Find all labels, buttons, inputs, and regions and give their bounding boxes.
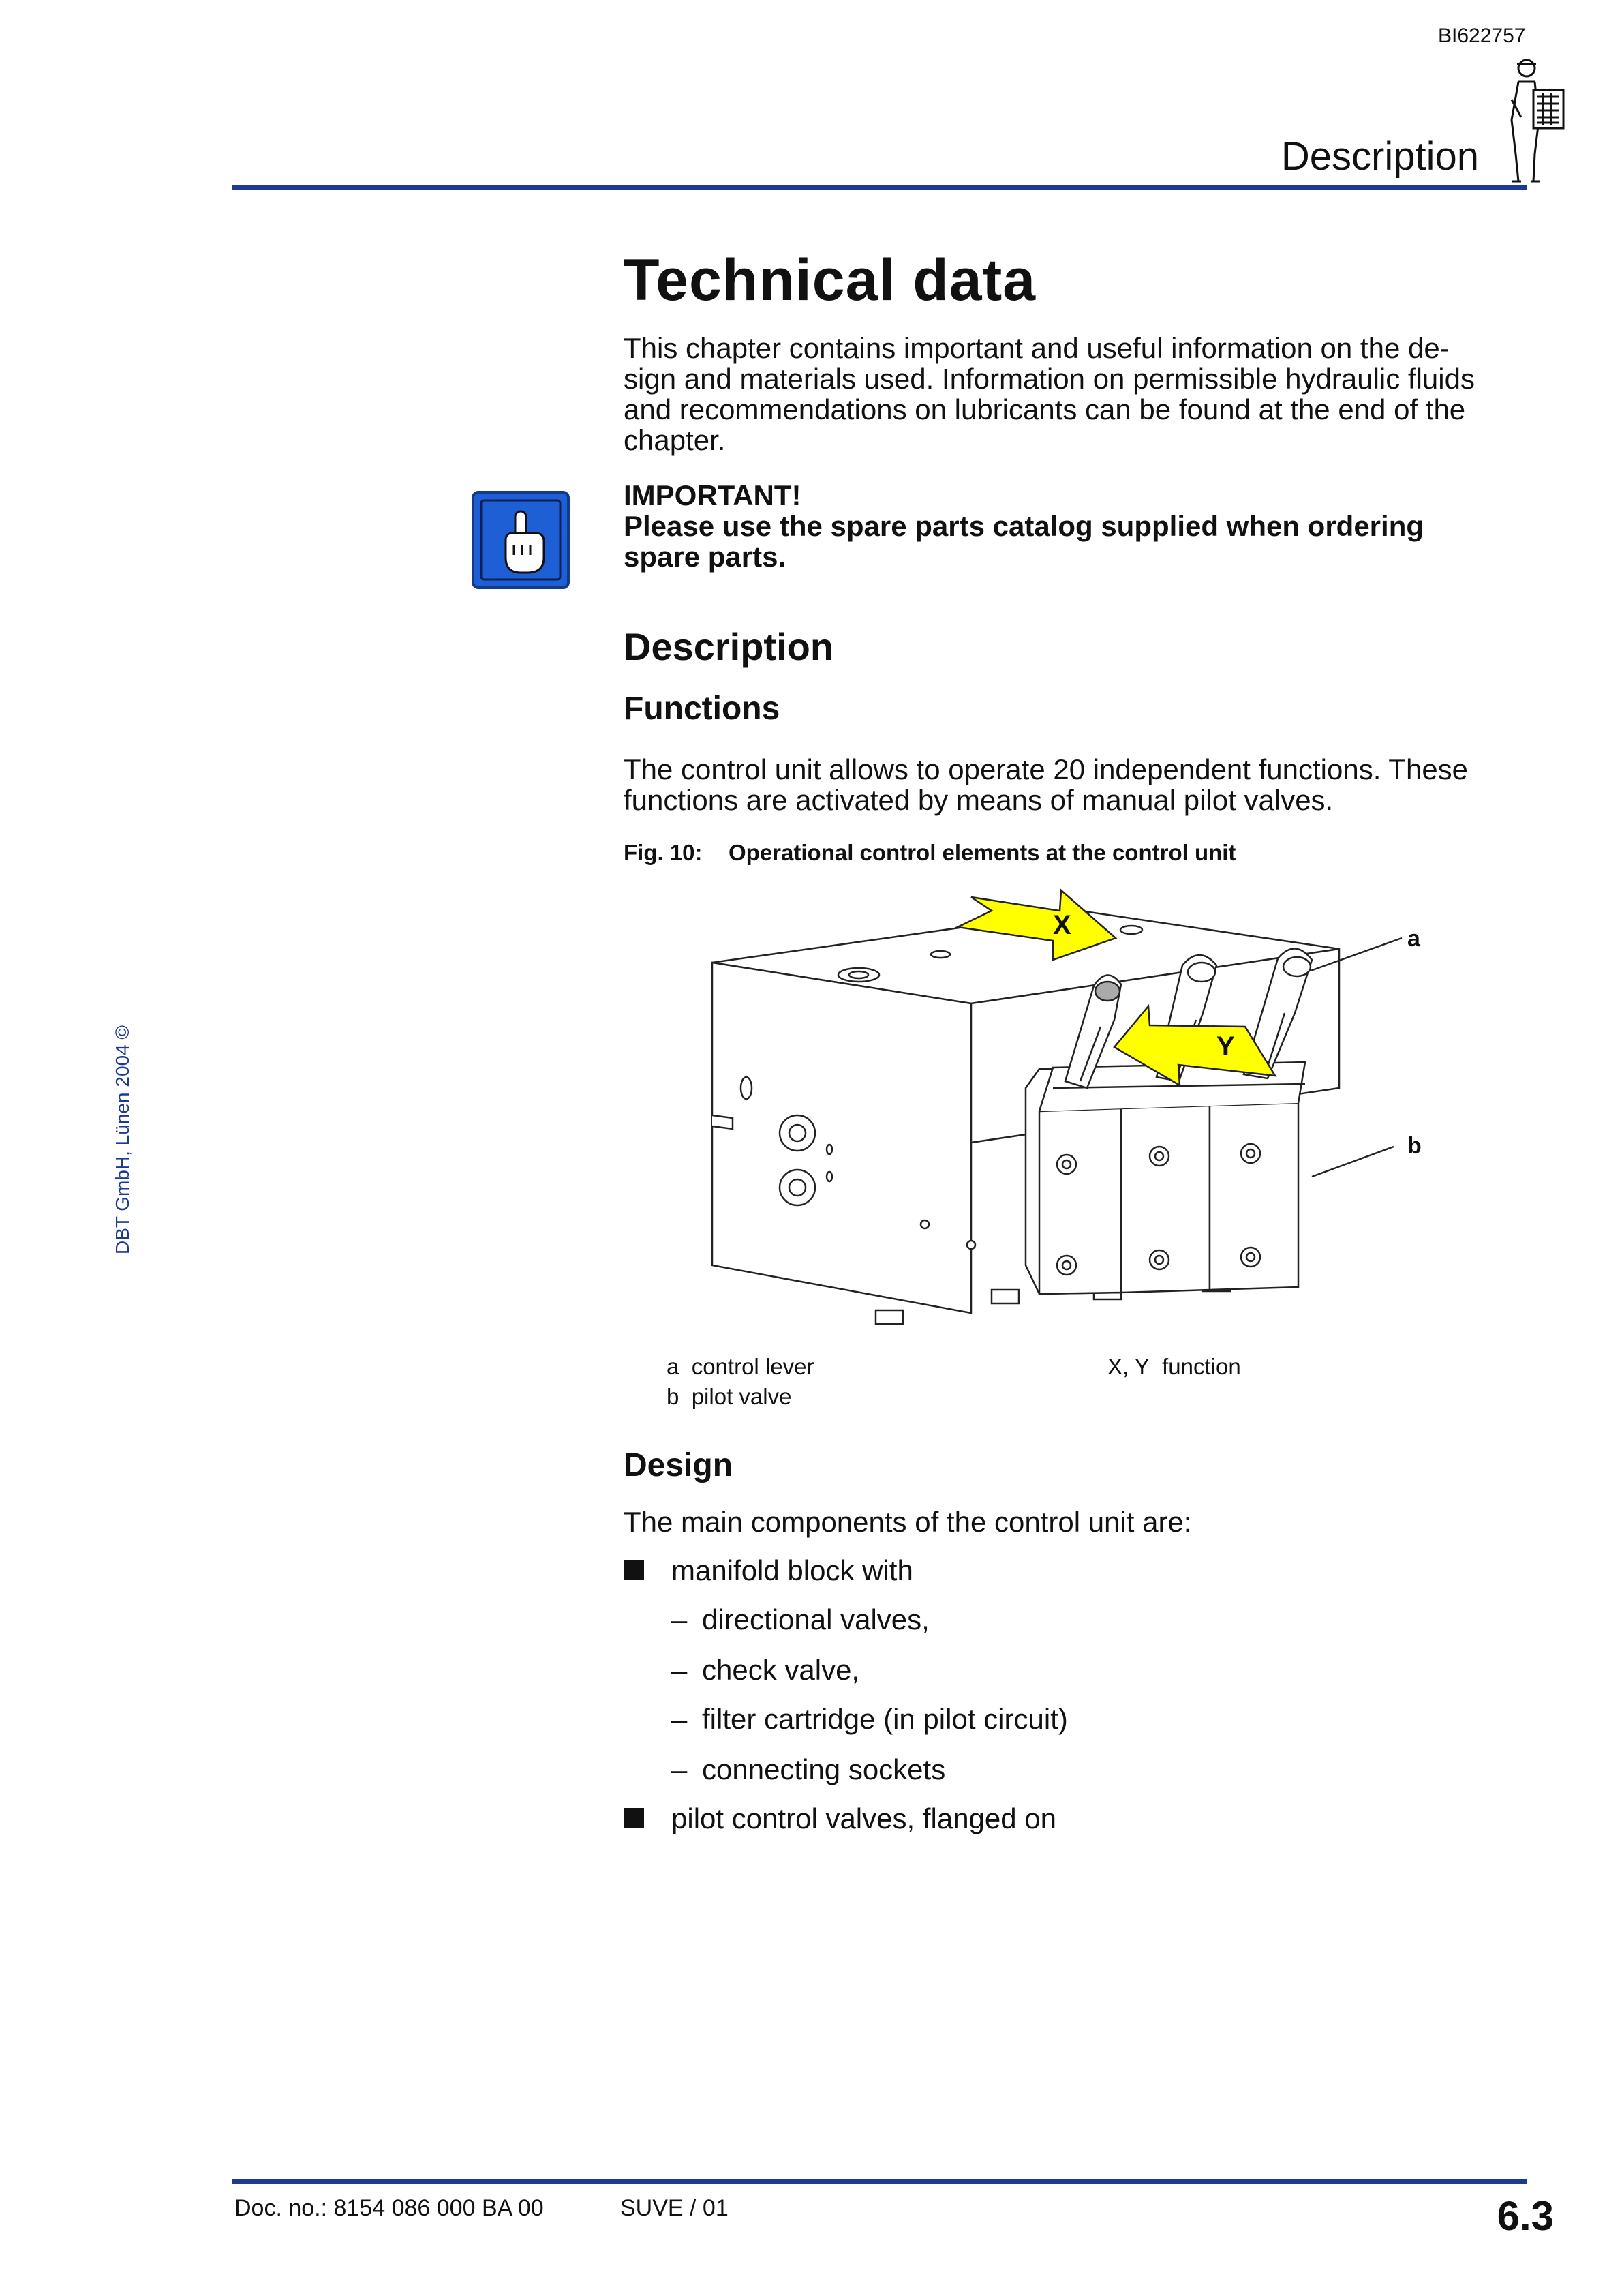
list-item-text: connecting sockets xyxy=(702,1753,946,1785)
legend-key: X, Y xyxy=(1107,1354,1150,1379)
functions-paragraph xyxy=(624,754,1530,815)
legend-text: function xyxy=(1162,1354,1241,1379)
functions-heading: Functions xyxy=(624,691,780,727)
design-heading: Design xyxy=(624,1447,733,1483)
legend-item-a xyxy=(667,1354,814,1380)
list-item-text: filter cartridge (in pilot circuit) xyxy=(702,1703,1068,1735)
callout-x: X xyxy=(1053,910,1071,940)
bullet-icon xyxy=(624,1560,644,1580)
important-label: IMPORTANT! xyxy=(624,479,801,511)
list-item-text: pilot control valves, flanged on xyxy=(671,1802,1057,1834)
technician-icon xyxy=(1491,52,1580,188)
document-version: SUVE / 01 xyxy=(620,2195,729,2221)
list-subitem xyxy=(624,1753,945,1786)
design-list xyxy=(624,1554,1530,1854)
description-heading: Description xyxy=(624,625,834,668)
important-line: Please use the spare parts catalog supplied when ordering xyxy=(624,510,1424,542)
intro-line: This chapter contains important and useful information on the de- xyxy=(624,332,1450,364)
legend-key: b xyxy=(667,1384,679,1409)
bullet-icon xyxy=(624,1808,644,1828)
functions-line: The control unit allows to operate 20 independent functions. These xyxy=(624,753,1469,785)
legend-item-b xyxy=(667,1384,791,1410)
intro-line: and recommendations on lubricants can be found at the end of the xyxy=(624,393,1466,425)
pointing-hand-icon xyxy=(472,491,570,589)
control-unit-figure xyxy=(671,883,1462,1340)
pilot-valve-1 xyxy=(1039,1108,1121,1294)
callout-y: Y xyxy=(1216,1031,1235,1061)
figure-caption xyxy=(624,840,1530,866)
dash-marker: – xyxy=(671,1654,688,1686)
list-item xyxy=(624,1554,913,1587)
page-number: 6.3 xyxy=(1497,2193,1554,2239)
page-title: Technical data xyxy=(624,247,1037,313)
document-id: BI622757 xyxy=(1438,25,1526,47)
legend-key: a xyxy=(667,1354,679,1379)
list-item-text: check valve, xyxy=(702,1654,860,1686)
important-note xyxy=(624,480,1530,572)
callout-a: a xyxy=(1407,926,1420,952)
section-title: Description xyxy=(1281,134,1479,179)
list-item xyxy=(624,1802,1056,1835)
list-subitem xyxy=(624,1654,859,1687)
figure-number: Fig. 10: xyxy=(624,840,703,865)
header-divider xyxy=(232,185,1527,190)
important-line: spare parts. xyxy=(624,541,786,573)
document-number: Doc. no.: 8154 086 000 BA 00 xyxy=(234,2195,544,2221)
copyright-note: DBT GmbH, Lünen 2004 © xyxy=(112,1025,133,1254)
legend-item-xy xyxy=(1107,1354,1241,1380)
intro-paragraph xyxy=(624,333,1530,455)
list-item-text: directional valves, xyxy=(702,1603,930,1635)
list-subitem xyxy=(624,1603,930,1636)
list-item-text: manifold block with xyxy=(671,1554,913,1586)
manifold-block-front xyxy=(712,963,971,1313)
intro-line: chapter. xyxy=(624,424,726,456)
dash-marker: – xyxy=(671,1603,688,1635)
figure-caption-text: Operational control elements at the control unit xyxy=(729,840,1236,865)
functions-line: functions are activated by means of manual pilot valves. xyxy=(624,784,1334,816)
callout-b: b xyxy=(1407,1133,1422,1159)
design-paragraph: The main components of the control unit are: xyxy=(624,1506,1192,1538)
dash-marker: – xyxy=(671,1703,688,1735)
legend-text: control lever xyxy=(691,1354,814,1379)
list-subitem xyxy=(624,1703,1068,1736)
dash-marker: – xyxy=(671,1753,688,1785)
legend-text: pilot valve xyxy=(691,1384,792,1409)
intro-line: sign and materials used. Information on permissible hydraulic fluids xyxy=(624,363,1475,395)
footer-divider xyxy=(232,2179,1527,2184)
